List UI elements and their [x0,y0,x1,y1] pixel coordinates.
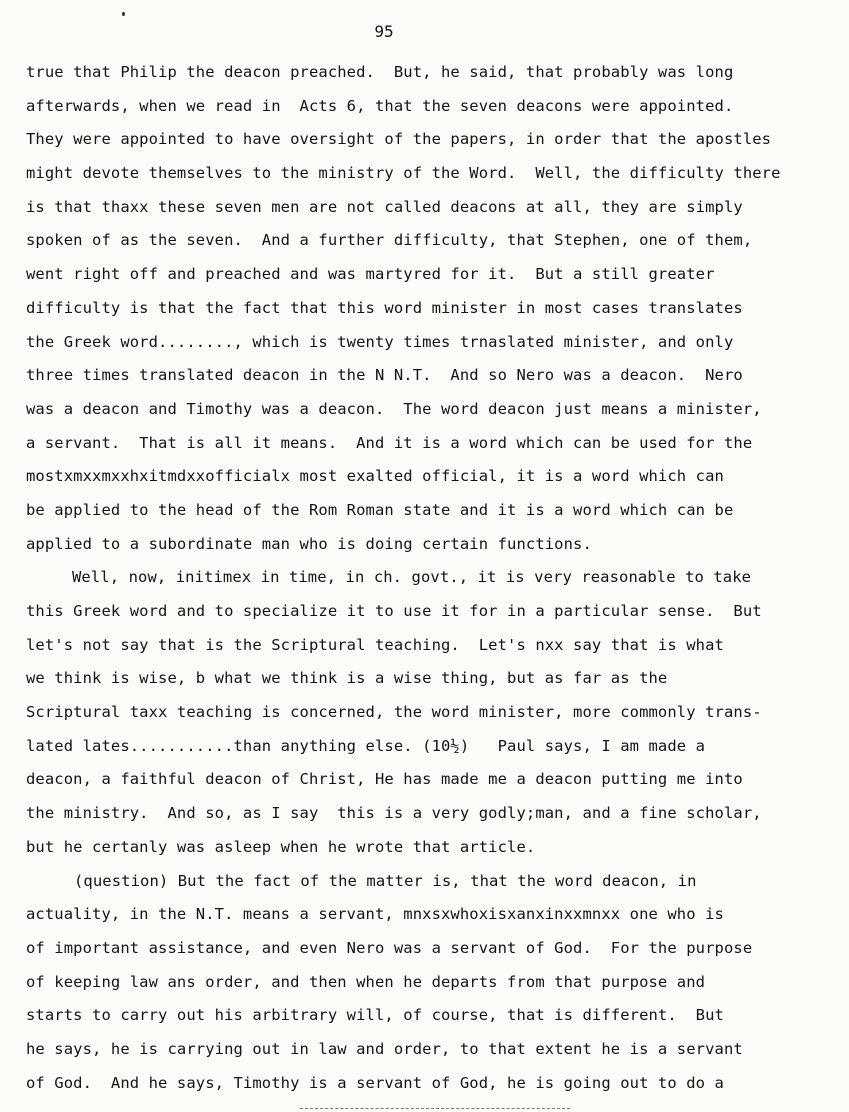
ink-speck [122,12,125,16]
text-line: was a deacon and Timothy was a deacon. The word deacon just means a minister, [26,399,762,418]
text-line: the ministry. And so, as I say this is a very godly;man, and a fine scholar, [26,804,762,823]
text-line: of God. And he says, Timothy is a servant of God, he is going out to do a [26,1073,724,1092]
text-line: went right off and preached and was martyred for it. But a still greater [26,265,715,284]
text-line: this Greek word and to specialize it to use it for in a particular sense. But [26,602,762,620]
text-line: is that thaxx these seven men are not called deacons at all, they are simply [26,197,743,216]
text-line: They were appointed to have oversight of the papers, in order that the apostles [26,130,772,149]
text-line: we think is wise, b what we think is a wise thing, but as far as the [26,669,668,688]
text-line: but he certanly was asleep when he wrote that article. [26,837,536,856]
text-line: Scriptural taxx teaching is concerned, the word minister, more commonly trans- [26,703,762,722]
text-line: the Greek word........, which is twenty times trnaslated minister, and only [26,332,734,351]
bottom-dashed-rule [300,1108,570,1110]
text-line: he says, he is carrying out in law and order, to that extent he is a servant [26,1039,743,1058]
text-line: deacon, a faithful deacon of Christ, He has made me a deacon putting me into [26,770,743,789]
text-line: of important assistance, and even Nero was a servant of God. For the purpose [26,938,753,957]
text-line: Well, now, initimex in time, in ch. govt., it is very reasonable to take [72,568,752,587]
typed-text-body [26,56,841,1100]
text-line: applied to a subordinate man who is doing certain functions. [26,534,592,553]
text-line: let's not say that is the Scriptural teaching. Let's nxx say that is what [26,635,724,654]
text-line: true that Philip the deacon preached. But, he said, that probably was long [26,63,734,81]
text-line: be applied to the head of the Rom Roman state and it is a word which can be [26,500,734,519]
text-line: actuality, in the N.T. means a servant, mnxsxwhoxisxanxinxxmnxx one who is [26,905,724,924]
text-line: might devote themselves to the ministry of the Word. Well, the difficulty there [26,164,781,183]
text-line: spoken of as the seven. And a further difficulty, that Stephen, one of them, [26,231,753,250]
text-line: (question) But the fact of the matter is, that the word deacon, in [74,871,697,890]
text-line: mostxmxxmxxhxitmdxxofficialx most exalted official, it is a word which can [26,467,724,486]
page-number: 95 [374,22,394,41]
text-line: lated lates...........than anything else. (10½) Paul says, I am made a [26,736,706,755]
text-line: starts to carry out his arbitrary will, of course, that is different. But [26,1006,724,1025]
text-line: of keeping law ans order, and then when he departs from that purpose and [26,972,706,991]
text-line: a servant. That is all it means. And it is a word which can be used for the [26,433,753,452]
text-line: afterwards, when we read in Acts 6, that the seven deacons were appointed. [26,96,734,115]
text-line: difficulty is that the fact that this word minister in most cases translates [26,298,743,317]
text-line: three times translated deacon in the N N.T. And so Nero was a deacon. Nero [26,366,743,385]
